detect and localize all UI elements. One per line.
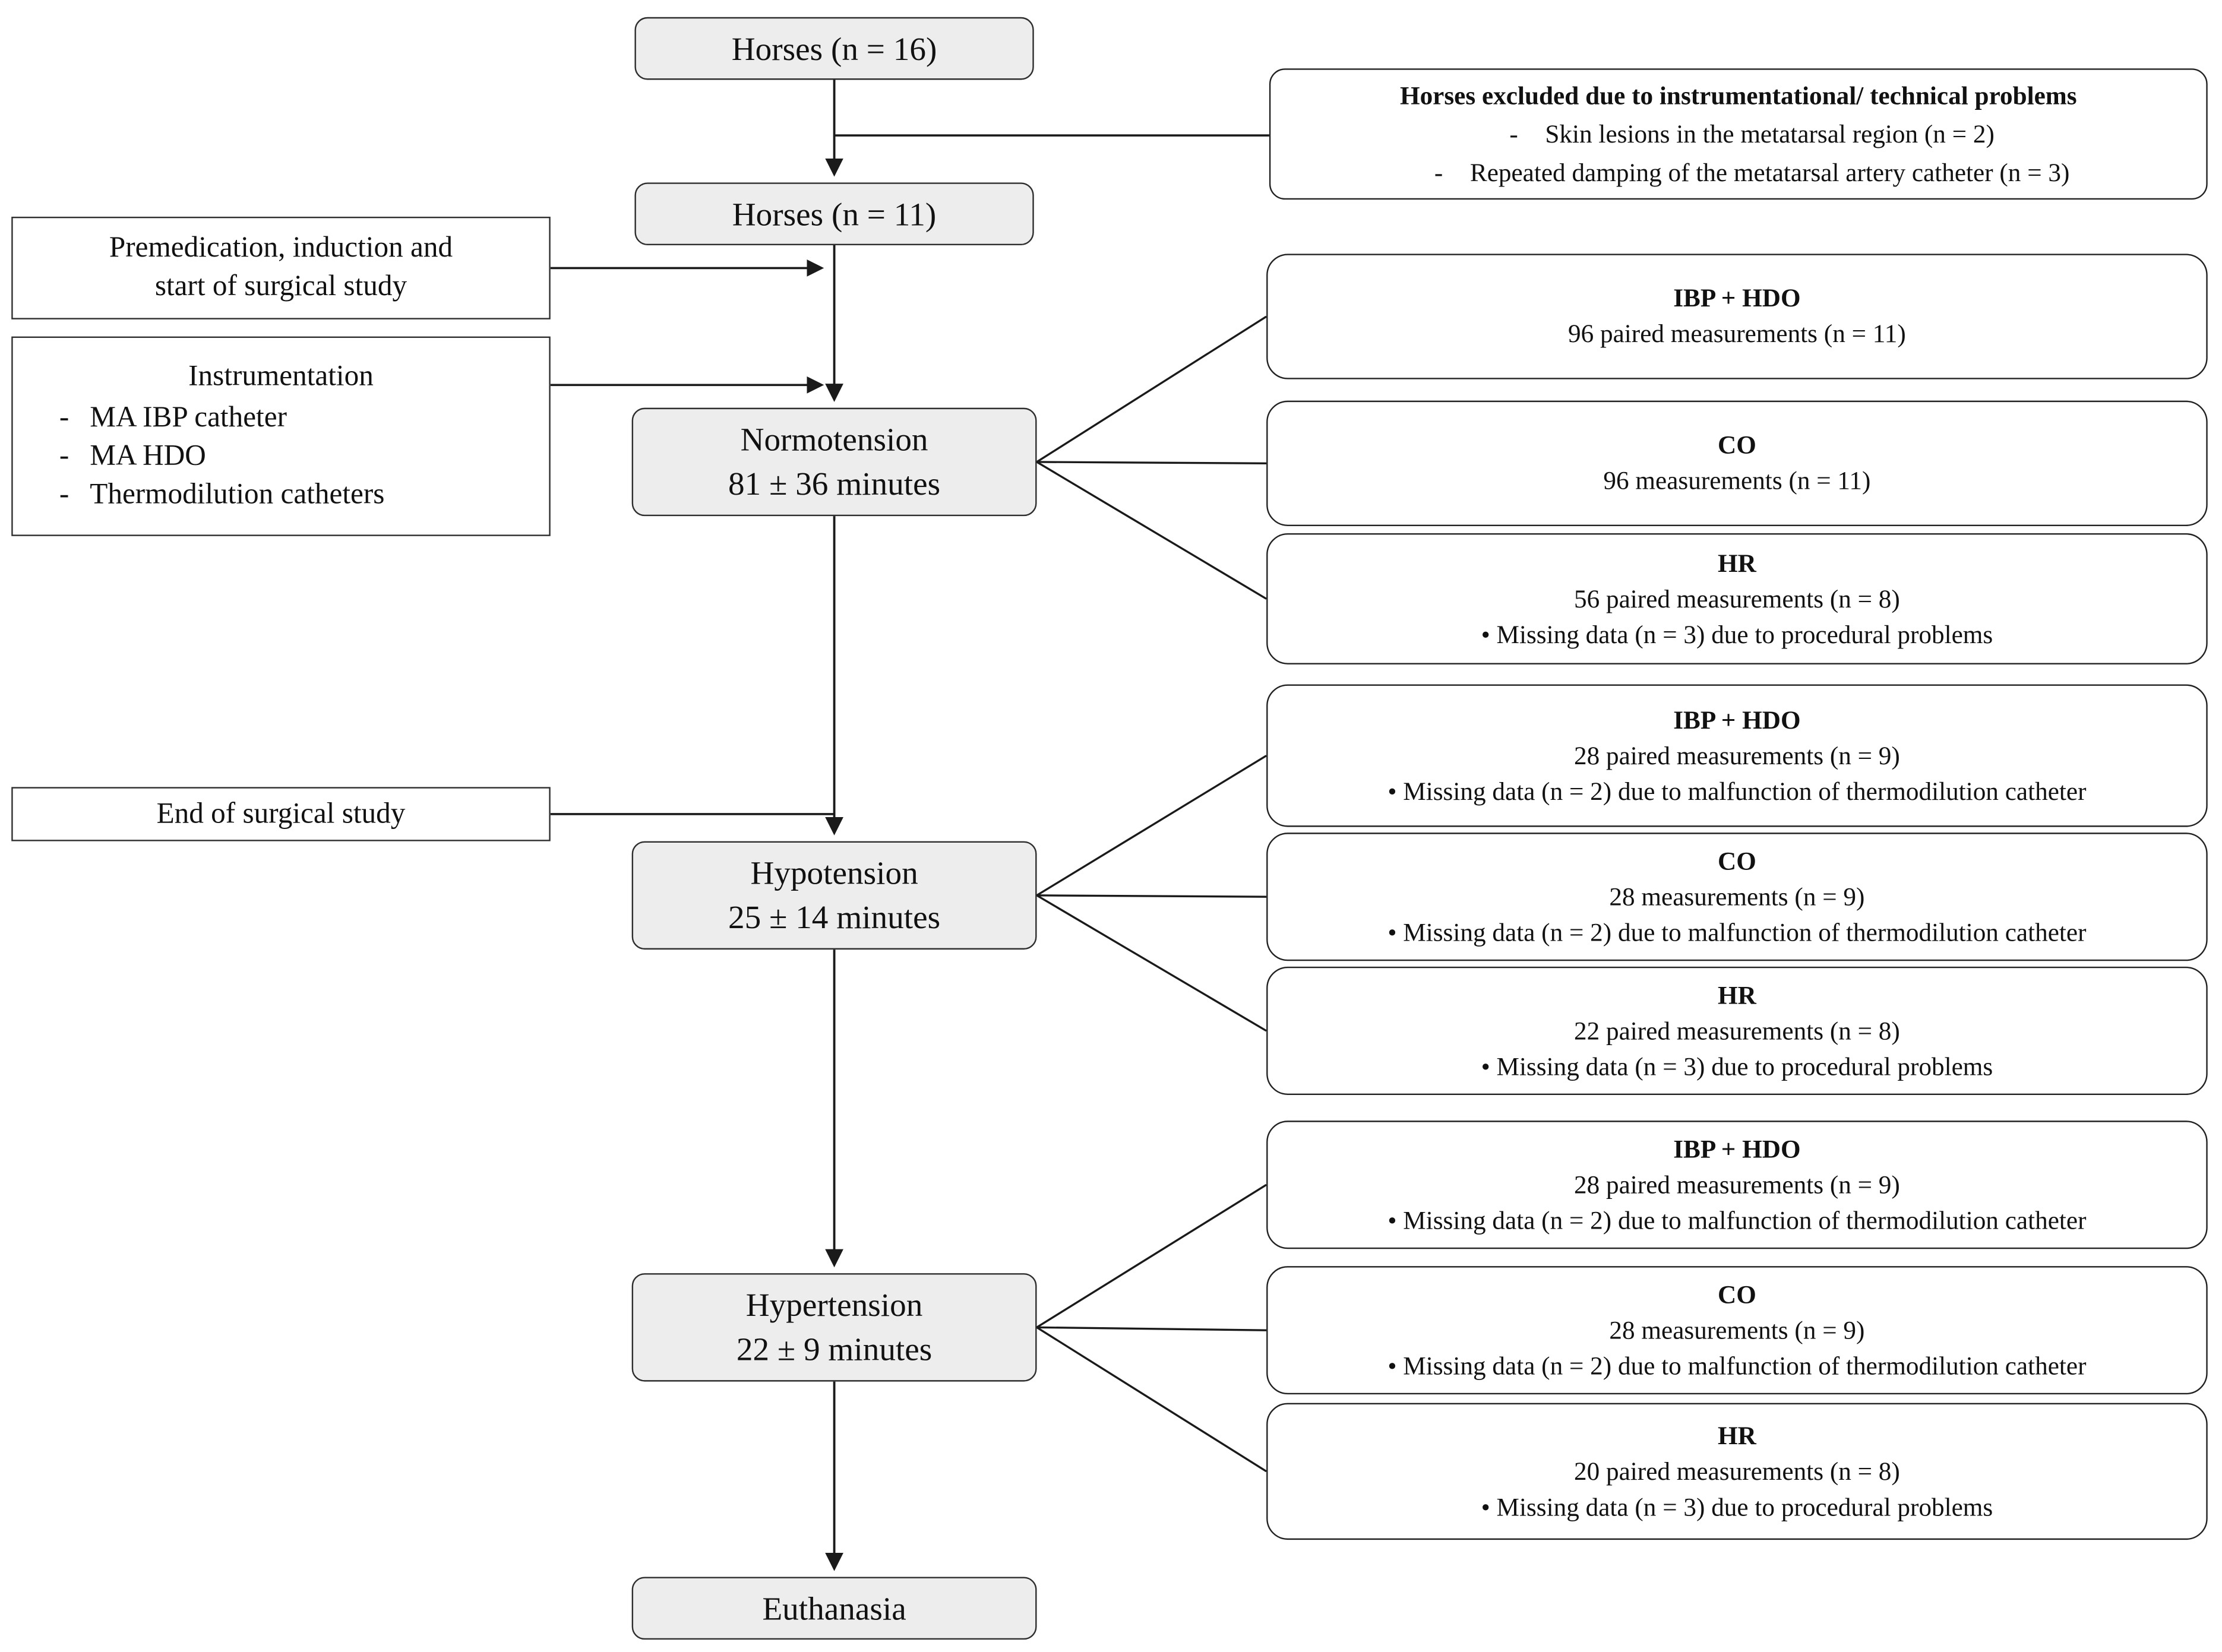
fan-lines bbox=[1037, 317, 1267, 1471]
result-title: HR bbox=[1718, 548, 1756, 577]
result-normotension-ibp-hdo bbox=[1266, 254, 2208, 379]
result-missing-line: • Missing data (n = 2) due to malfunction of thermodilution catheter bbox=[1387, 1205, 2087, 1235]
instrumentation-title: Instrumentation bbox=[188, 360, 374, 393]
node-label: Horses (n = 16) bbox=[731, 30, 937, 67]
list-item bbox=[13, 399, 549, 438]
dash-marker: - bbox=[1509, 119, 1518, 148]
stage-name: Normotension bbox=[740, 422, 928, 458]
node-euthanasia bbox=[632, 1577, 1037, 1640]
node-hypotension bbox=[632, 841, 1037, 950]
list-item bbox=[13, 438, 549, 476]
result-hypotension-ibp-hdo bbox=[1266, 684, 2208, 827]
result-line: 28 paired measurements (n = 9) bbox=[1573, 740, 1900, 770]
result-title: CO bbox=[1718, 431, 1756, 460]
list-item-label: MA HDO bbox=[90, 440, 206, 472]
node-horses-11 bbox=[634, 182, 1033, 245]
excluded-box bbox=[1269, 68, 2208, 200]
node-label: Euthanasia bbox=[762, 1590, 906, 1626]
excluded-item-label: Skin lesions in the metatarsal region (n = 2) bbox=[1545, 119, 1995, 148]
node-hypertension bbox=[632, 1273, 1037, 1381]
result-hypotension-co bbox=[1266, 833, 2208, 961]
excluded-title: Horses excluded due to instrumentational/ technical problems bbox=[1399, 80, 2077, 109]
result-title: CO bbox=[1718, 846, 1756, 875]
result-hypertension-ibp-hdo bbox=[1266, 1121, 2208, 1249]
stage-name: Hypertension bbox=[745, 1287, 923, 1324]
result-title: HR bbox=[1718, 1420, 1756, 1450]
result-line: 22 paired measurements (n = 8) bbox=[1573, 1015, 1900, 1045]
result-missing-line: • Missing data (n = 3) due to procedural problems bbox=[1481, 619, 1993, 648]
result-title: IBP + HDO bbox=[1673, 705, 1801, 734]
result-hypertension-hr bbox=[1266, 1403, 2208, 1540]
node-horses-16 bbox=[634, 17, 1033, 80]
dash-marker: - bbox=[59, 402, 69, 433]
stage-duration: 81 ± 36 minutes bbox=[728, 466, 941, 502]
result-line: 28 measurements (n = 9) bbox=[1609, 882, 1865, 911]
end-of-study-box bbox=[11, 787, 551, 841]
result-line: 28 paired measurements (n = 9) bbox=[1573, 1170, 1900, 1199]
node-label: Horses (n = 11) bbox=[732, 196, 937, 232]
result-line: 96 measurements (n = 11) bbox=[1603, 466, 1871, 495]
excluded-item-label: Repeated damping of the metatarsal artery catheter (n = 3) bbox=[1469, 157, 2070, 186]
excluded-item bbox=[1285, 153, 2192, 192]
result-title: CO bbox=[1718, 1279, 1756, 1308]
result-title: IBP + HDO bbox=[1673, 283, 1801, 312]
result-missing-line: • Missing data (n = 3) due to procedural problems bbox=[1481, 1492, 1993, 1521]
result-missing-line: • Missing data (n = 2) due to malfunction of thermodilution catheter bbox=[1387, 917, 2087, 947]
stage-name: Hypotension bbox=[750, 855, 918, 891]
result-missing-line: • Missing data (n = 2) due to malfunction of thermodilution catheter bbox=[1387, 776, 2087, 805]
list-item-label: MA IBP catheter bbox=[90, 402, 287, 433]
result-title: HR bbox=[1718, 980, 1756, 1009]
result-hypotension-hr bbox=[1266, 967, 2208, 1095]
premedication-box bbox=[11, 217, 551, 319]
premedication-line2: start of surgical study bbox=[154, 271, 407, 303]
stage-duration: 25 ± 14 minutes bbox=[728, 900, 941, 936]
result-normotension-co bbox=[1266, 401, 2208, 526]
list-item bbox=[13, 476, 549, 515]
result-missing-line: • Missing data (n = 3) due to procedural problems bbox=[1481, 1051, 1993, 1080]
end-of-study-label: End of surgical study bbox=[156, 797, 406, 830]
stage-duration: 22 ± 9 minutes bbox=[736, 1331, 933, 1368]
instrumentation-box bbox=[11, 337, 551, 536]
result-line: 56 paired measurements (n = 8) bbox=[1573, 584, 1900, 613]
result-line: 96 paired measurements (n = 11) bbox=[1567, 319, 1906, 348]
dash-marker: - bbox=[59, 440, 69, 472]
result-line: 28 measurements (n = 9) bbox=[1609, 1315, 1865, 1344]
excluded-item bbox=[1285, 115, 2192, 153]
result-title: IBP + HDO bbox=[1673, 1134, 1801, 1163]
premedication-line1: Premedication, induction and bbox=[109, 232, 453, 264]
list-item-label: Thermodilution catheters bbox=[90, 479, 385, 511]
result-normotension-hr bbox=[1266, 533, 2208, 664]
result-missing-line: • Missing data (n = 2) due to malfunction of thermodilution catheter bbox=[1387, 1350, 2087, 1379]
result-hypertension-co bbox=[1266, 1266, 2208, 1394]
dash-marker: - bbox=[59, 479, 69, 511]
node-normotension bbox=[632, 408, 1037, 516]
dash-marker: - bbox=[1434, 157, 1443, 186]
result-line: 20 paired measurements (n = 8) bbox=[1573, 1456, 1900, 1485]
